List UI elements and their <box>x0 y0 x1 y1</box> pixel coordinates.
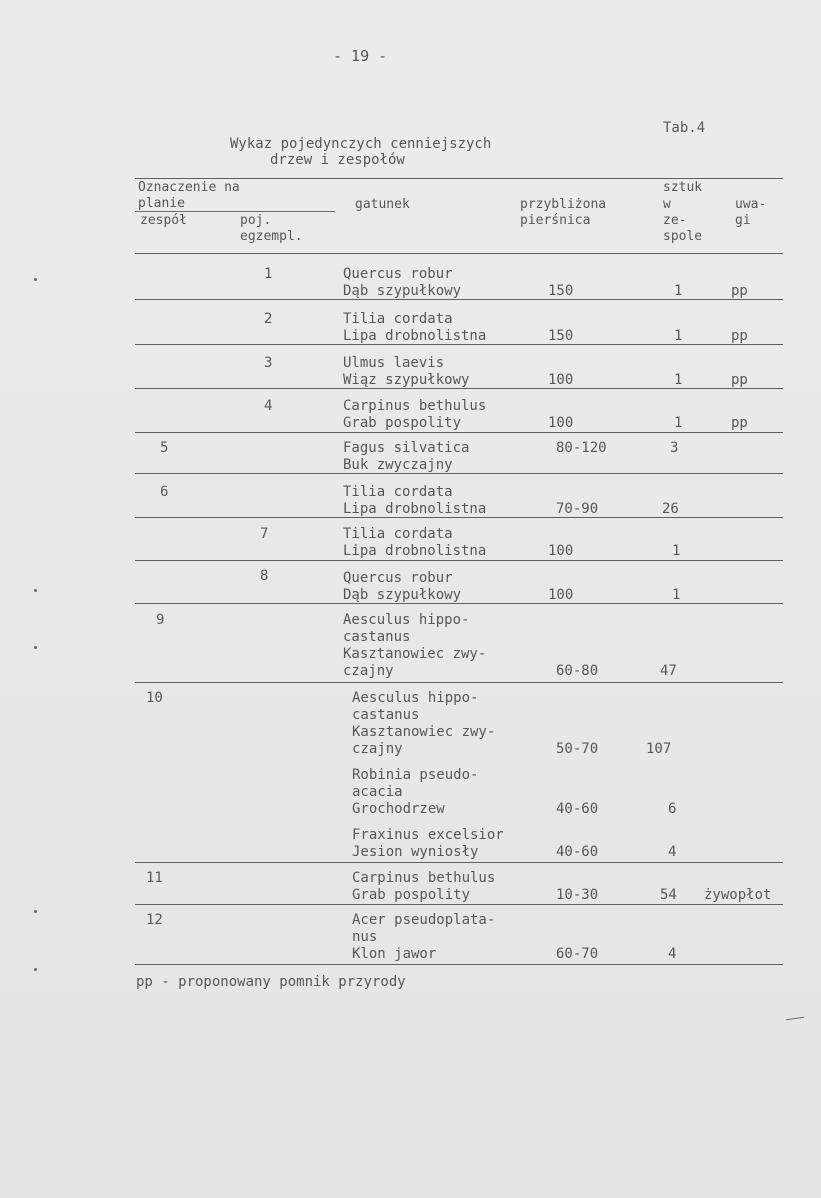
row8-sztuk: 1 <box>672 587 681 603</box>
margin-dot <box>34 646 37 649</box>
header-spole: spole <box>663 229 703 244</box>
row5-zespol: 5 <box>160 440 169 456</box>
row3-sztuk: 1 <box>674 372 683 388</box>
row9-piersnica: 60-80 <box>556 663 599 679</box>
row4-polish: Grab pospolity <box>343 415 462 431</box>
header-egzempl: egzempl. <box>240 229 303 244</box>
header-oznaczenie: Oznaczenie na <box>138 180 240 195</box>
row12-sztuk: 4 <box>668 946 677 962</box>
row11-zespol: 11 <box>146 870 163 886</box>
row5-latin: Fagus silvatica <box>343 440 470 456</box>
margin-mark <box>786 1017 804 1020</box>
footnote: pp - proponowany pomnik przyrody <box>136 974 406 990</box>
row9-polish1: Kasztanowiec zwy- <box>343 646 487 662</box>
page-number: - 19 - <box>333 47 388 65</box>
row7-poj: 7 <box>260 526 269 542</box>
row6-polish: Lipa drobnolistna <box>343 501 487 517</box>
row10-a-latin1: Aesculus hippo- <box>352 690 479 706</box>
header-bottom-rule <box>135 253 783 254</box>
row-rule <box>135 603 783 604</box>
row5-piersnica: 80-120 <box>556 440 607 456</box>
row12-latin2: nus <box>352 929 378 945</box>
row-rule <box>135 299 783 300</box>
row10-a-piersnica: 50-70 <box>556 741 599 757</box>
row9-latin1: Aesculus hippo- <box>343 612 470 628</box>
row3-latin: Ulmus laevis <box>343 355 445 371</box>
row-rule <box>135 560 783 561</box>
row4-uwagi: pp <box>731 415 748 431</box>
row11-sztuk: 54 <box>660 887 677 903</box>
row10-c-polish: Jesion wyniosły <box>352 844 479 860</box>
margin-dot <box>34 910 37 913</box>
row6-piersnica: 70-90 <box>556 501 599 517</box>
row-rule <box>135 862 783 863</box>
row10-b-latin2: acacia <box>352 784 403 800</box>
table-title-line1: Wykaz pojedynczych cenniejszych <box>230 136 492 152</box>
header-gatunek: gatunek <box>355 197 410 212</box>
row7-latin: Tilia cordata <box>343 526 453 542</box>
row12-latin1: Acer pseudoplata- <box>352 912 496 928</box>
row9-sztuk: 47 <box>660 663 677 679</box>
row10-b-piersnica: 40-60 <box>556 801 599 817</box>
table-bottom-rule <box>135 964 783 965</box>
row-rule <box>135 473 783 474</box>
row-rule <box>135 388 783 389</box>
row10-c-piersnica: 40-60 <box>556 844 599 860</box>
row5-polish: Buk zwyczajny <box>343 457 453 473</box>
header-ze: ze- <box>663 213 687 228</box>
row9-zespol: 9 <box>156 612 165 628</box>
row6-sztuk: 26 <box>662 501 679 517</box>
row6-zespol: 6 <box>160 484 169 500</box>
row12-zespol: 12 <box>146 912 163 928</box>
row9-polish2: czajny <box>343 663 394 679</box>
row4-sztuk: 1 <box>674 415 683 431</box>
row9-latin2: castanus <box>343 629 411 645</box>
row2-sztuk: 1 <box>674 328 683 344</box>
row10-b-sztuk: 6 <box>668 801 677 817</box>
row-rule <box>135 432 783 433</box>
row4-poj: 4 <box>264 398 273 414</box>
table-title-line2: drzew i zespołów <box>270 152 405 168</box>
header-piersnica: pierśnica <box>520 213 591 228</box>
row11-polish: Grab pospolity <box>352 887 471 903</box>
row10-c-latin: Fraxinus excelsior <box>352 827 504 843</box>
row-rule <box>135 517 783 518</box>
row2-piersnica: 150 <box>548 328 574 344</box>
row2-latin: Tilia cordata <box>343 311 453 327</box>
row10-a-latin2: castanus <box>352 707 420 723</box>
margin-dot <box>34 278 37 281</box>
row12-piersnica: 60-70 <box>556 946 599 962</box>
row7-polish: Lipa drobnolistna <box>343 543 487 559</box>
row5-sztuk: 3 <box>670 440 679 456</box>
row4-latin: Carpinus bethulus <box>343 398 487 414</box>
row8-polish: Dąb szypułkowy <box>343 587 462 603</box>
row8-poj: 8 <box>260 568 269 584</box>
row3-piersnica: 100 <box>548 372 574 388</box>
row1-poj: 1 <box>264 266 273 282</box>
row4-piersnica: 100 <box>548 415 574 431</box>
row11-piersnica: 10-30 <box>556 887 599 903</box>
header-planie: planie <box>138 196 185 211</box>
row10-b-polish: Grochodrzew <box>352 801 445 817</box>
row8-piersnica: 100 <box>548 587 574 603</box>
header-uwagi1: uwa- <box>735 197 767 212</box>
header-sztuk: sztuk <box>663 180 703 195</box>
row7-sztuk: 1 <box>672 543 681 559</box>
row6-latin: Tilia cordata <box>343 484 453 500</box>
row1-sztuk: 1 <box>674 283 683 299</box>
header-w: w <box>663 197 671 212</box>
row3-polish: Wiąz szypułkowy <box>343 372 470 388</box>
row1-polish: Dąb szypułkowy <box>343 283 462 299</box>
row11-uwagi: żywopłot <box>704 887 772 903</box>
header-poj: poj. <box>240 213 272 228</box>
row3-uwagi: pp <box>731 372 748 388</box>
margin-dot <box>34 589 37 592</box>
row2-polish: Lipa drobnolistna <box>343 328 487 344</box>
header-uwagi2: gi <box>735 213 751 228</box>
row12-polish: Klon jawor <box>352 946 437 962</box>
header-zespol: zespół <box>140 213 187 228</box>
row10-a-polish1: Kasztanowiec zwy- <box>352 724 496 740</box>
row8-latin: Quercus robur <box>343 570 453 586</box>
row1-uwagi: pp <box>731 283 748 299</box>
row10-zespol: 10 <box>146 690 163 706</box>
row2-poj: 2 <box>264 311 273 327</box>
row10-a-sztuk: 107 <box>646 741 672 757</box>
row-rule <box>135 682 783 683</box>
row10-a-polish2: czajny <box>352 741 403 757</box>
row10-c-sztuk: 4 <box>668 844 677 860</box>
row7-piersnica: 100 <box>548 543 574 559</box>
row10-b-latin1: Robinia pseudo- <box>352 767 479 783</box>
row3-poj: 3 <box>264 355 273 371</box>
margin-dot <box>34 968 37 971</box>
table-label: Tab.4 <box>663 120 706 136</box>
row11-latin: Carpinus bethulus <box>352 870 496 886</box>
header-przyblizona: przybliżona <box>520 197 607 212</box>
header-sub-rule <box>135 211 335 212</box>
row-rule <box>135 344 783 345</box>
row2-uwagi: pp <box>731 328 748 344</box>
row1-piersnica: 150 <box>548 283 574 299</box>
row-rule <box>135 904 783 905</box>
row1-latin: Quercus robur <box>343 266 453 282</box>
table-top-rule <box>135 178 783 179</box>
